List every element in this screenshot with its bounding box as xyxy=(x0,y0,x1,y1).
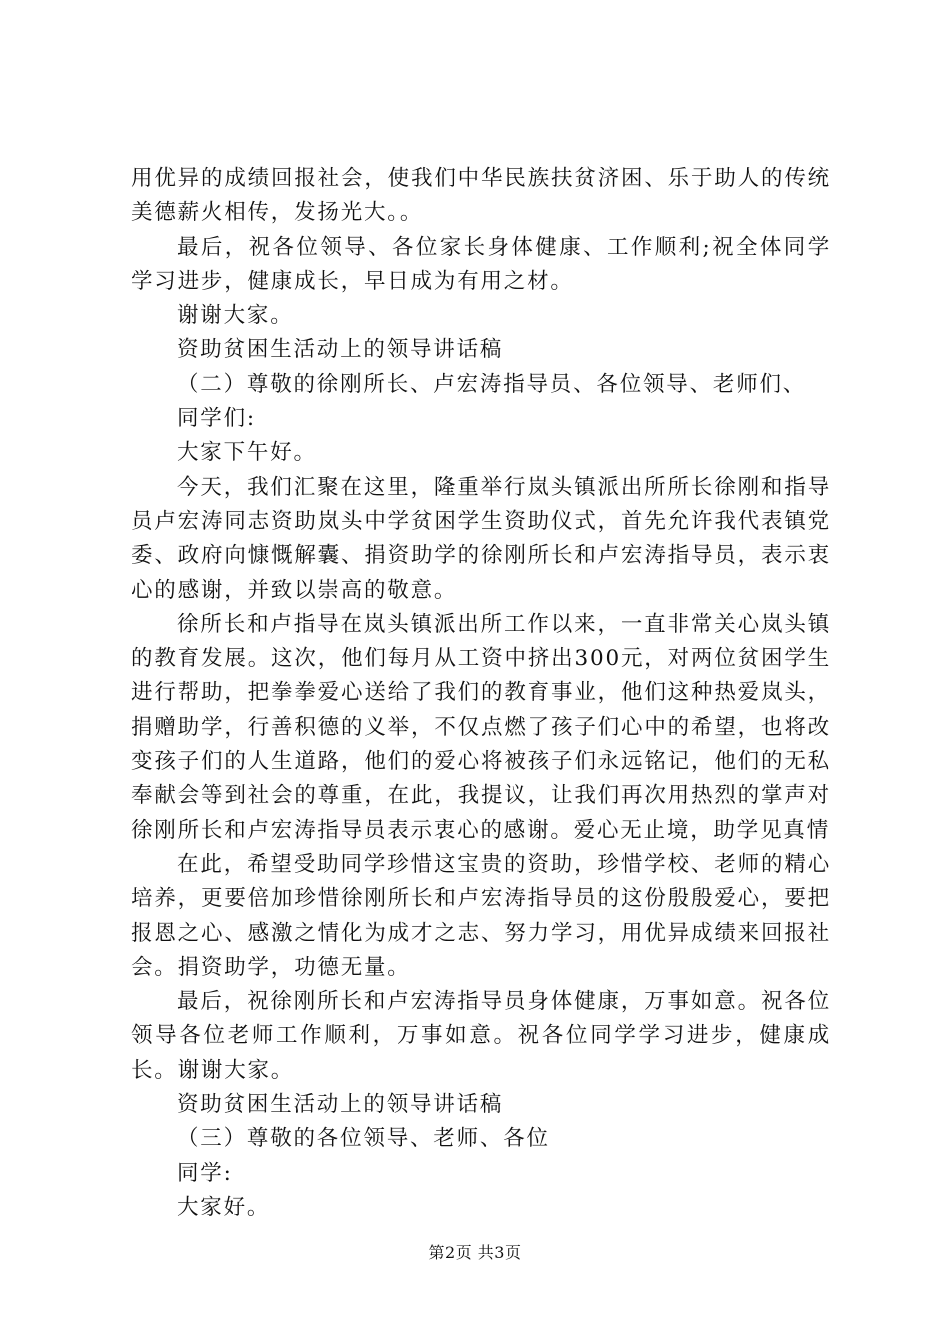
paragraph: （三）尊敬的各位领导、老师、各位 xyxy=(177,1126,550,1152)
paragraph: 徐所长和卢指导在岚头镇派出所工作以来，一直非常关心岚头镇的教育发展。这次，他们每月从工资中挤出300元，对两位贫困学生进行帮助，把拳拳爱心送给了我们的教育事业，他们这种热爱岚头，捐赠助学，行善积德的义举，不仅点燃了孩子们心中的希望，也将改变孩子们的人生道路，他们的爱心将被孩子们永远铭记，他们的无私奉献会等到社会的尊重，在此，我提议，让我们再次用热烈的掌声对徐刚所长和卢宏涛指导员表示衷心的感谢。爱心无止境，助学见真情 xyxy=(131,611,831,843)
section-heading: 资助贫困生活动上的领导讲话稿 xyxy=(177,337,504,363)
section-heading: 资助贫困生活动上的领导讲话稿 xyxy=(177,1092,504,1118)
paragraph: 用优异的成绩回报社会，使我们中华民族扶贫济困、乐于助人的传统美德薪火相传，发扬光大。。 xyxy=(131,166,831,226)
paragraph: 谢谢大家。 xyxy=(177,303,294,329)
page-number-footer: 第2页 共3页 xyxy=(428,1243,522,1262)
paragraph: 大家好。 xyxy=(177,1194,271,1220)
document-body xyxy=(131,162,831,1225)
paragraph: 同学们: xyxy=(177,406,256,432)
paragraph: 同学: xyxy=(177,1160,233,1186)
paragraph: 最后，祝徐刚所长和卢宏涛指导员身体健康，万事如意。祝各位领导各位老师工作顺利，万事如意。祝各位同学学习进步，健康成长。谢谢大家。 xyxy=(131,989,831,1083)
paragraph: 在此，希望受助同学珍惜这宝贵的资助，珍惜学校、老师的精心培养，更要倍加珍惜徐刚所长和卢宏涛指导员的这份殷殷爱心，要把报恩之心、感激之情化为成才之志、努力学习，用优异成绩来回报社会。捐资助学，功德无量。 xyxy=(131,851,831,980)
paragraph: 大家下午好。 xyxy=(177,440,317,466)
paragraph: 今天，我们汇聚在这里，隆重举行岚头镇派出所所长徐刚和指导员卢宏涛同志资助岚头中学贫困学生资助仪式，首先允许我代表镇党委、政府向慷慨解囊、捐资助学的徐刚所长和卢宏涛指导员，表示衷心的感谢，并致以崇高的敬意。 xyxy=(131,474,831,603)
paragraph: （二）尊敬的徐刚所长、卢宏涛指导员、各位领导、老师们、 xyxy=(177,371,807,397)
paragraph: 最后，祝各位领导、各位家长身体健康、工作顺利;祝全体同学学习进步，健康成长，早日成为有用之材。 xyxy=(131,234,831,294)
